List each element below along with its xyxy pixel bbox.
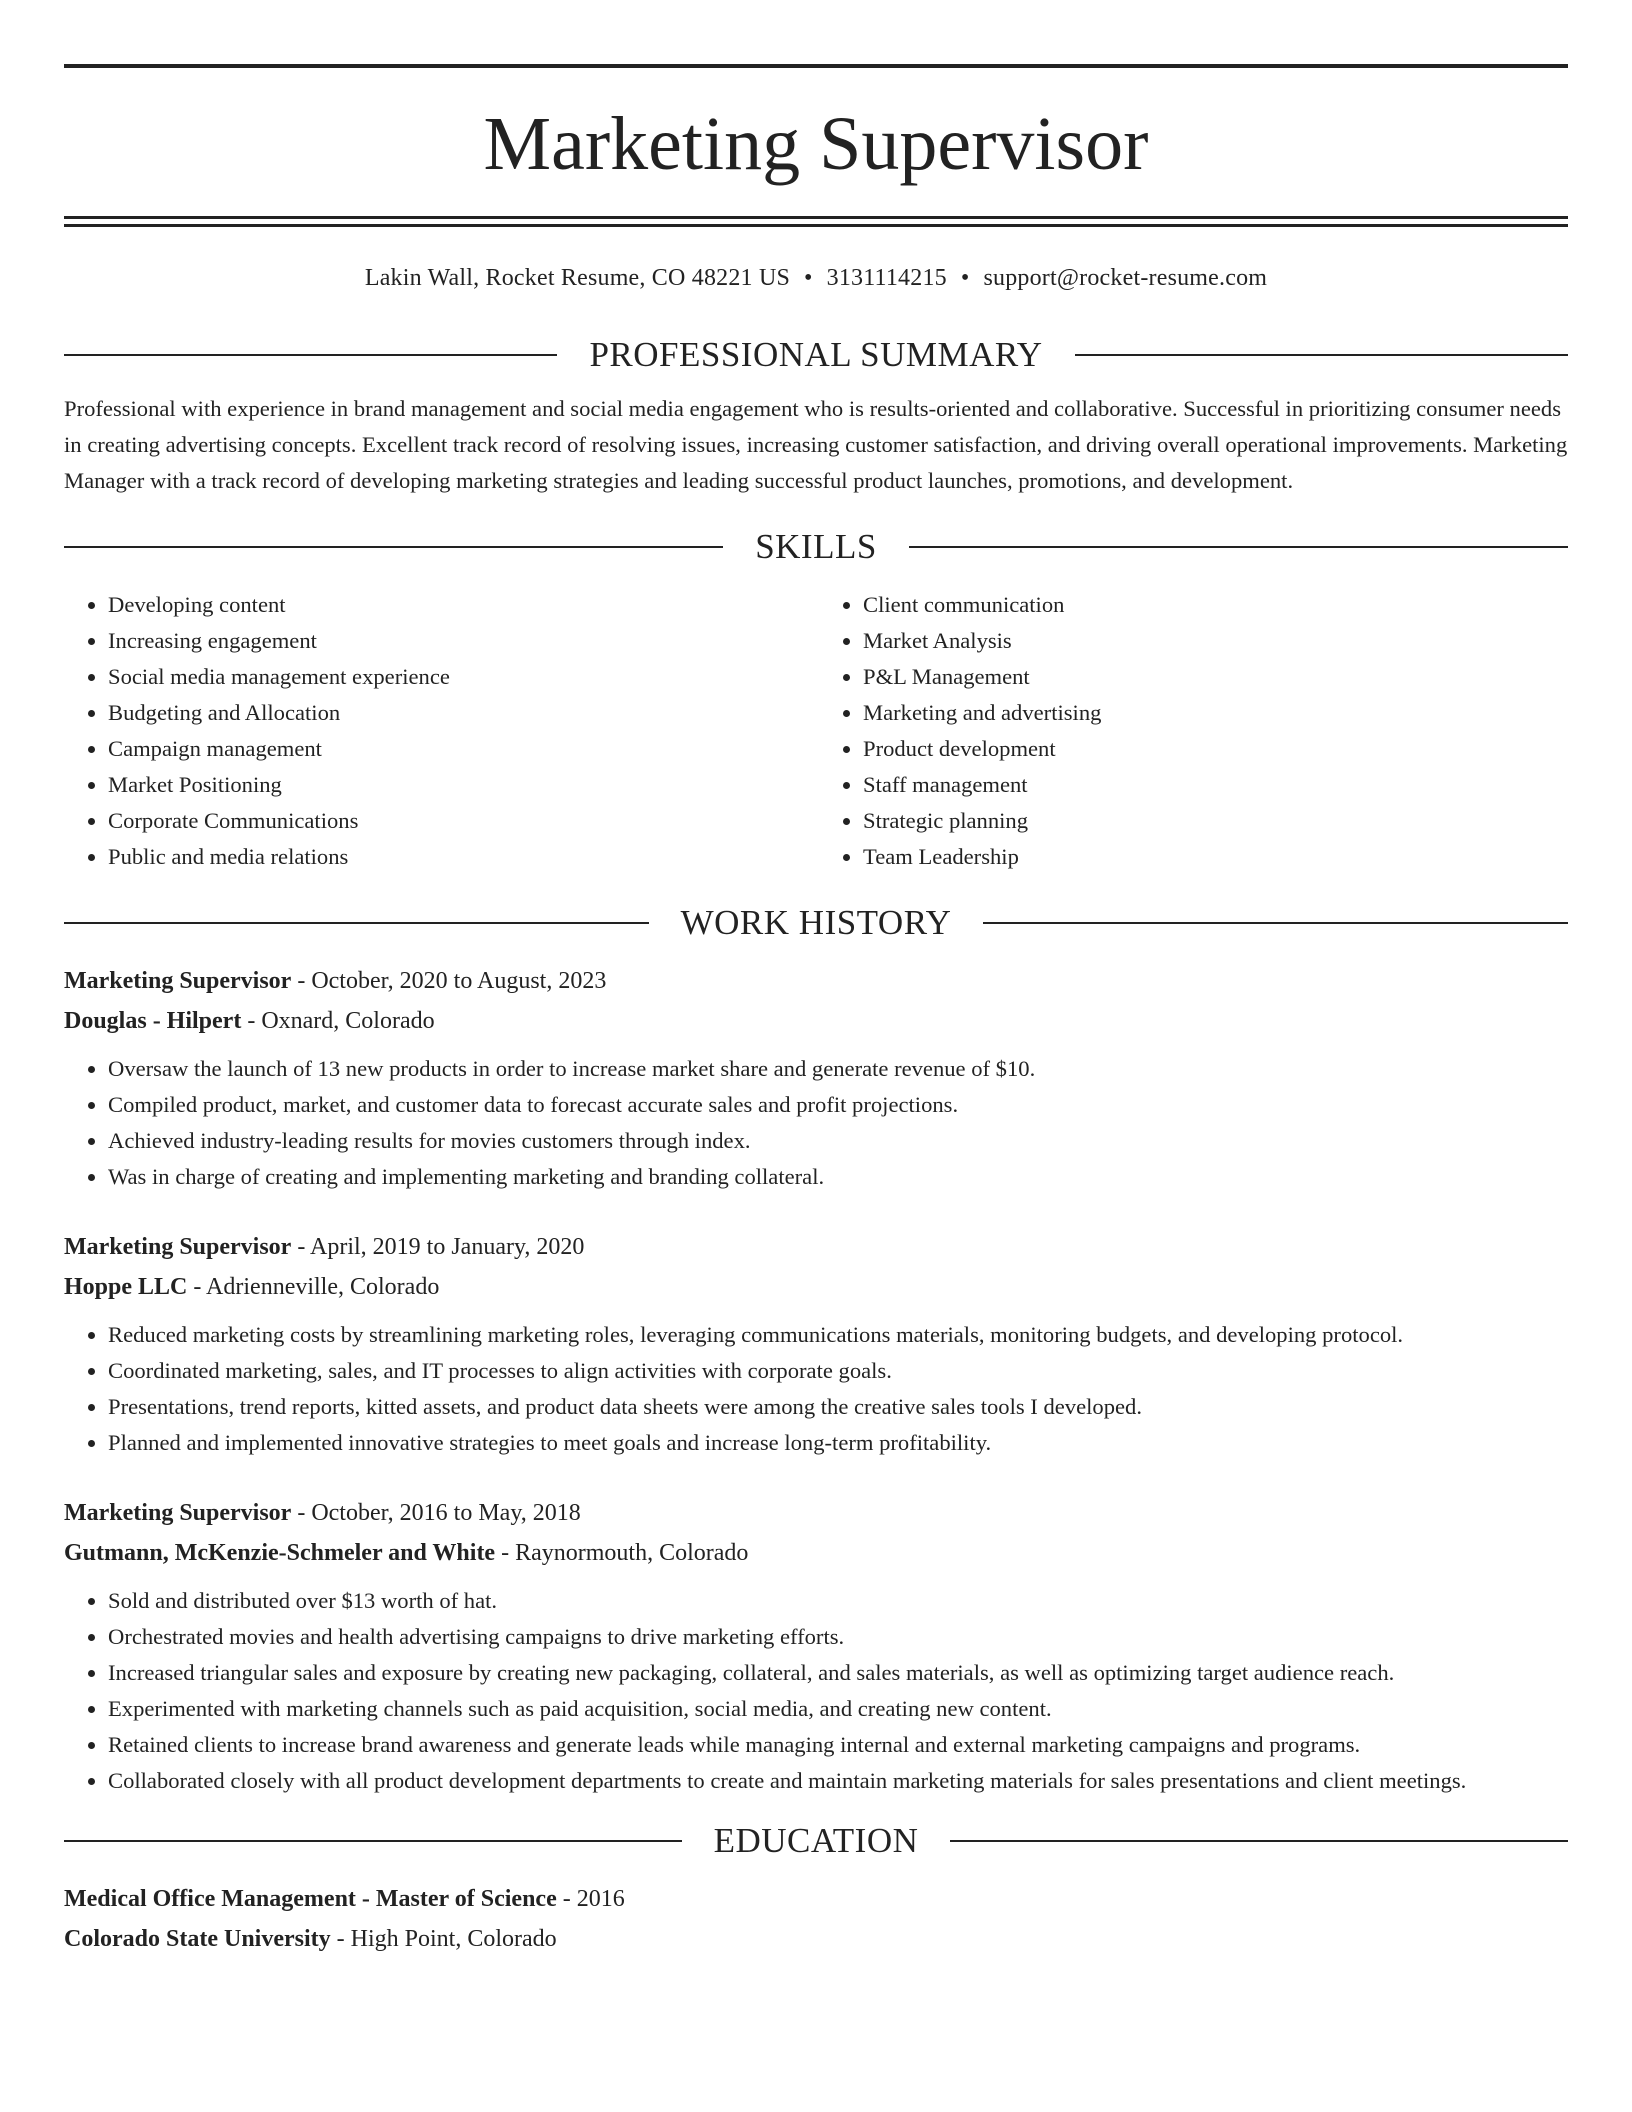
skill-item: • Team Leadership (863, 839, 1563, 875)
skill-item: • Marketing and advertising (863, 695, 1563, 731)
job-dates: - October, 2016 to May, 2018 (291, 1500, 581, 1526)
job-bullet: • Sold and distributed over $13 worth of hat. (108, 1583, 1568, 1619)
job-bullet: • Reduced marketing costs by streamlining marketing roles, leveraging communications materials, monitoring budgets, and developing protocol. (108, 1317, 1568, 1353)
contact-separator: • (804, 265, 813, 291)
skill-item: • Corporate Communications (108, 803, 808, 839)
section-rule-right (950, 1840, 1568, 1842)
job-title: Marketing Supervisor (64, 1500, 292, 1526)
skills-list-left (64, 587, 808, 875)
job-entry (64, 1493, 1568, 1799)
job-location: - Adrienneville, Colorado (187, 1274, 440, 1300)
job-company-line (64, 1533, 1568, 1573)
contact-phone: 3131114215 (826, 265, 947, 291)
job-location: - Oxnard, Colorado (241, 1008, 435, 1034)
education-location: - High Point, Colorado (330, 1926, 557, 1952)
job-bullet: • Orchestrated movies and health advertising campaigns to drive marketing efforts. (108, 1619, 1568, 1655)
education-degree-line (64, 1879, 1568, 1919)
section-rule-right (983, 922, 1568, 924)
job-bullet: • Compiled product, market, and customer data to forecast accurate sales and profit projections. (108, 1087, 1568, 1123)
section-rule-left (64, 546, 723, 548)
skill-item: • Staff management (863, 767, 1563, 803)
education-degree: Medical Office Management - Master of Science (64, 1886, 557, 1912)
job-bullets (64, 1051, 1568, 1195)
summary-text: Professional with experience in brand management and social media engagement who is results-oriented and collaborative. Successful in prioritizing consumer needs in creating advertising concepts. Excellent track record of resolving issues, increasing customer satisfaction, and driving overall operational improvements. Marketing Manager with a track record of developing marketing strategies and leading successful product launches, promotions, and development. (64, 396, 1568, 493)
education-entry (64, 1879, 1568, 1959)
section-header-education (64, 1821, 1568, 1861)
section-rule-right (1075, 354, 1568, 356)
job-company: Douglas - Hilpert (64, 1008, 242, 1034)
skill-item: • Social media management experience (108, 659, 808, 695)
resume-content (64, 64, 1568, 1959)
job-bullet: • Increased triangular sales and exposure by creating new packaging, collateral, and sales materials, as well as optimizing target audience reach. (108, 1655, 1568, 1691)
skill-item: • Client communication (863, 587, 1563, 623)
page-title: Marketing Supervisor (483, 102, 1149, 186)
job-title-line (64, 1493, 1568, 1533)
section-title-education: EDUCATION (713, 1821, 919, 1860)
section-header-work (64, 903, 1568, 943)
skill-item: • Increasing engagement (108, 623, 808, 659)
job-title: Marketing Supervisor (64, 1234, 292, 1260)
education-school-line (64, 1919, 1568, 1959)
job-bullet: • Collaborated closely with all product development departments to create and maintain marketing materials for sales presentations and client meetings. (108, 1763, 1568, 1799)
skill-item: • Product development (863, 731, 1563, 767)
job-entry (64, 961, 1568, 1195)
section-header-skills (64, 527, 1568, 567)
job-title-line (64, 1227, 1568, 1267)
section-title-work: WORK HISTORY (680, 903, 952, 942)
job-bullets (64, 1583, 1568, 1799)
skills-list-right (808, 587, 1563, 875)
skill-item: • Market Positioning (108, 767, 808, 803)
section-header-summary (64, 335, 1568, 375)
education-school: Colorado State University (64, 1926, 331, 1952)
contact-address: Lakin Wall, Rocket Resume, CO 48221 US (364, 265, 791, 291)
contact-separator: • (960, 265, 970, 291)
header-double-rule-lower (64, 224, 1568, 227)
skill-item: • Public and media relations (108, 839, 808, 875)
job-entry (64, 1227, 1568, 1461)
job-bullet: • Experimented with marketing channels such as paid acquisition, social media, and creating new content. (108, 1691, 1568, 1727)
job-bullet: • Planned and implemented innovative strategies to meet goals and increase long-term profitability. (108, 1425, 1568, 1461)
job-company: Hoppe LLC (64, 1274, 188, 1300)
job-title-line (64, 961, 1568, 1001)
section-rule-left (64, 1840, 682, 1842)
education-year: - 2016 (556, 1886, 625, 1912)
job-bullet: • Was in charge of creating and implementing marketing and branding collateral. (108, 1159, 1568, 1195)
section-rule-right (909, 546, 1568, 548)
contact-email: support@rocket-resume.com (983, 265, 1268, 291)
skill-item: • P&L Management (863, 659, 1563, 695)
skill-item: • Strategic planning (863, 803, 1563, 839)
skill-item: • Budgeting and Allocation (108, 695, 808, 731)
job-location: - Raynormouth, Colorado (495, 1540, 749, 1566)
job-company: Gutmann, McKenzie-Schmeler and White (64, 1540, 496, 1566)
skill-item: • Market Analysis (863, 623, 1563, 659)
section-title-summary: PROFESSIONAL SUMMARY (589, 335, 1043, 374)
job-bullet: • Retained clients to increase brand awareness and generate leads while managing internal and external marketing campaigns and programs. (108, 1727, 1568, 1763)
section-rule-left (64, 922, 649, 924)
job-bullet: • Coordinated marketing, sales, and IT processes to align activities with corporate goals. (108, 1353, 1568, 1389)
contact-line (64, 263, 1568, 293)
section-rule-left (64, 354, 557, 356)
section-title-skills: SKILLS (755, 527, 877, 566)
job-bullet: • Presentations, trend reports, kitted assets, and product data sheets were among the creative sales tools I developed. (108, 1389, 1568, 1425)
skill-item: • Developing content (108, 587, 808, 623)
job-bullet: • Achieved industry-leading results for movies customers through index. (108, 1123, 1568, 1159)
job-bullets (64, 1317, 1568, 1461)
job-bullet: • Oversaw the launch of 13 new products in order to increase market share and generate revenue of $10. (108, 1051, 1568, 1087)
job-company-line (64, 1001, 1568, 1041)
job-dates: - April, 2019 to January, 2020 (291, 1234, 585, 1260)
job-title: Marketing Supervisor (64, 968, 292, 994)
job-company-line (64, 1267, 1568, 1307)
skill-item: • Campaign management (108, 731, 808, 767)
job-dates: - October, 2020 to August, 2023 (291, 968, 607, 994)
skills-columns (64, 587, 1568, 875)
